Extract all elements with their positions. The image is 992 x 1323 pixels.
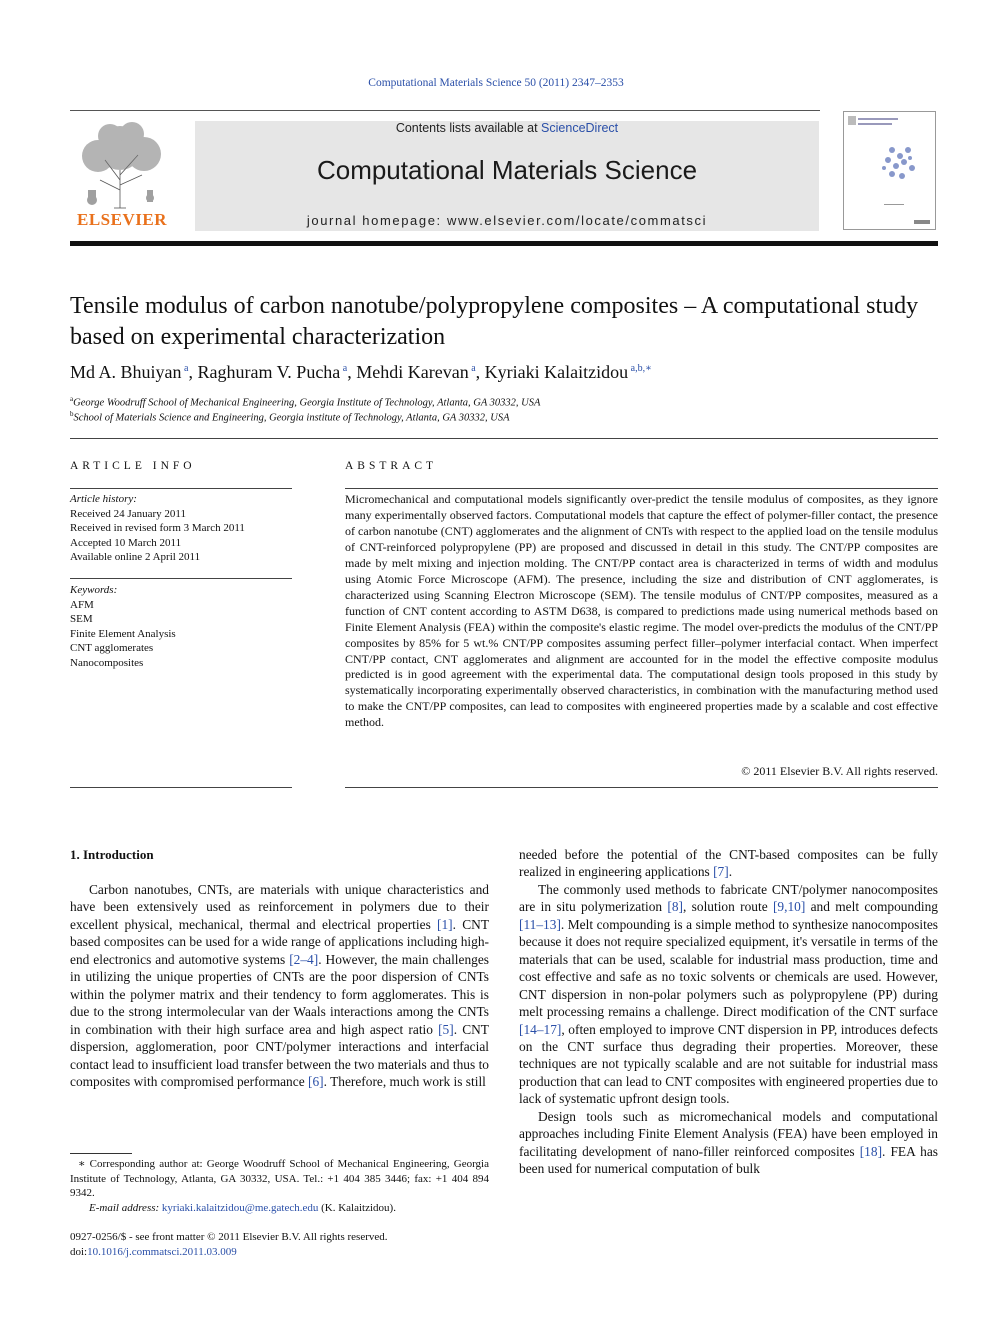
- author-affiliation-mark[interactable]: a: [184, 363, 189, 374]
- header-thick-rule: [70, 241, 938, 246]
- history-item: Received 24 January 2011: [70, 507, 186, 520]
- history-label: Article history:: [70, 493, 137, 505]
- body-column-right: [519, 846, 938, 1178]
- email-line: E-mail address: kyriaki.kalaitzidou@me.gatech.edu (K. Kalaitzidou).: [89, 1201, 396, 1214]
- contents-prefix: Contents lists available at: [395, 121, 542, 135]
- tree-icon: [70, 120, 174, 210]
- keyword: CNT agglomerates: [70, 642, 154, 654]
- citation-link[interactable]: [8]: [667, 899, 684, 915]
- article-info-rule: [70, 578, 292, 579]
- doi-link[interactable]: 10.1016/j.commatsci.2011.03.009: [87, 1245, 237, 1258]
- abstract-text: Micromechanical and computational models significantly over-predict the tensile modulus of composites, as they ignore many experimentally observed factors. Computational models that capture the effect of polymer-filler contact, the presence of carbon nanotube (CNT) agglomerates and the alignment of CNTs with respect to the applied load on the tensile modulus of CNT-reinforced polypropylene (PP) are proposed and discussed in detail in this study. The CNT/PP composites are made by melt mixing and injection molding. The CNT/PP contact area is characterized in terms of width and modulus using Atomic Force Microscope (AFM). The presence, including the size and distribution of CNT agglomerates, is characterized using Scanning Electron Microscope (SEM). The tensile modulus of CNT/PP composites, measured as a function of CNT content according to ASTM D638, is compared to predictions made using numerical methods based on Finite Element Analysis (FEA) within the composite's elastic regime. The model over-predicts the modulus of the CNT/PP composites by 85% for 5 wt.% CNT/PP composites assuming perfect filler–polymer interfacial contact. When imperfect CNT/PP contact, CNT agglomerates and alignment are accounted for in the model the effective composite modulus predicted is in good agreement with the experimental data. The computational design tools proposed in this study by systematically incorporating experimentally observed characteristics, in combination with the manufacturing method used to make the CNT/PP composites, can lead to composites with engineered properties made by a scalable and cost effective method.: [345, 492, 938, 730]
- keywords: [70, 583, 292, 670]
- citation-link[interactable]: [14–17]: [519, 1021, 562, 1037]
- citation-link[interactable]: [18]: [859, 1143, 883, 1159]
- issn-line: 0927-0256/$ - see front matter © 2011 Elsevier B.V. All rights reserved.: [70, 1231, 388, 1243]
- paragraph: The commonly used methods to fabricate CNT/polymer nanocomposites are in situ polymerization [8], solution route [9,10] and melt compounding [11–13]. Melt compounding is a simple method to synthesize nanocomposites because it does not require specialized equipment, it's versatile in terms of the materials that can be used, scalable for industrial mass production, time and cost effective and safe as no toxic solvents or chemicals are used. However, CNT dispersion in non-polar polymers such as polypropylene (PP) during melt processing remains a challenge. Direct modification of the CNT surface [14–17], often employed to improve CNT dispersion in PP, introduces defects on the CNT surface thus degrading their properties. Moreover, these techniques are not typically scalable and are not suitable for industrial mass production that can lead to CNT composites with engineered properties due to lack of systematic upfront design tools.: [519, 881, 939, 1107]
- abstract-rule: [345, 787, 938, 788]
- abstract-heading: ABSTRACT: [345, 460, 438, 472]
- history-item: Accepted 10 March 2011: [70, 536, 182, 549]
- author-name[interactable]: Kyriaki Kalaitzidou: [484, 362, 629, 382]
- top-rule: [70, 110, 820, 111]
- affiliation-rule: [70, 438, 938, 439]
- keyword: Nanocomposites: [70, 656, 144, 669]
- keyword: AFM: [70, 598, 94, 611]
- citation-link[interactable]: [6]: [308, 1073, 324, 1089]
- body-column-left: [70, 881, 489, 1090]
- author-name[interactable]: Mehdi Karevan: [356, 362, 469, 382]
- article-info-rule: [70, 488, 292, 489]
- keyword: SEM: [70, 613, 93, 625]
- article-info-heading: ARTICLE INFO: [70, 460, 196, 472]
- history-item: Available online 2 April 2011: [70, 551, 201, 563]
- citation-link[interactable]: [11–13]: [519, 916, 561, 932]
- paragraph: Design tools such as micromechanical models and computational approaches including Finite Element Analysis (FEA) have been employed in facilitating development of nano-filler reinforced composites [18]. FEA has been used for numerical computation of bulk: [519, 1108, 938, 1177]
- paragraph: Carbon nanotubes, CNTs, are materials with unique characteristics and have been extensively used as reinforcement in polymers due to their excellent physical, mechanical, thermal and electrical properties [1]. CNT based composites can be used for a wide range of applications including high-end electronics and automotive systems [2–4]. However, the main challenges in utilizing the unique properties of CNTs are the poor dispersion of CNTs within the polymer matrix and their tendency to form agglomerates. This is due to the strong intermolecular van der Waals interactions among the CNTs in combination with their high surface area and high aspect ratio [5]. CNT dispersion, agglomeration, poor CNT/polymer interactions and interfacial contact lead to insufficient load transfer between the two materials and thus to composites with compromised performance [6]. Therefore, much work is still: [70, 882, 489, 1089]
- citation-link[interactable]: [7]: [713, 864, 729, 880]
- citation-link[interactable]: [5]: [438, 1021, 454, 1037]
- author-affiliation-mark[interactable]: a: [342, 363, 348, 374]
- citation-link[interactable]: [2–4]: [289, 951, 319, 967]
- citation-link[interactable]: [1]: [437, 916, 453, 932]
- journal-title: Computational Materials Science: [316, 155, 698, 185]
- contents-line: [195, 121, 819, 135]
- footnote-rule: [70, 1153, 132, 1154]
- author-affiliation-mark[interactable]: a,b,∗: [630, 363, 652, 374]
- elsevier-wordmark: ELSEVIER: [77, 210, 167, 229]
- article-info-rule: [70, 787, 292, 788]
- abstract-copyright: © 2011 Elsevier B.V. All rights reserved.: [741, 764, 938, 778]
- history-item: Received in revised form 3 March 2011: [70, 522, 245, 534]
- article-title: Tensile modulus of carbon nanotube/polypropylene composites – A computational study based on experimental characterization: [70, 293, 919, 350]
- journal-citation[interactable]: Computational Materials Science 50 (2011) 2347–2353: [368, 77, 624, 89]
- citation-link[interactable]: [9,10]: [772, 899, 806, 915]
- journal-cover-thumbnail: [843, 111, 936, 230]
- journal-homepage[interactable]: journal homepage: www.elsevier.com/locate/commatsci: [306, 213, 708, 228]
- author-name[interactable]: Md A. Bhuiyan: [70, 362, 182, 382]
- doi-line: doi:10.1016/j.commatsci.2011.03.009: [70, 1245, 237, 1258]
- corresponding-author-footnote: [70, 1157, 489, 1215]
- keyword: Finite Element Analysis: [70, 627, 176, 640]
- author-name[interactable]: Raghuram V. Pucha: [197, 362, 341, 382]
- imprint: [70, 1230, 388, 1259]
- keywords-label: Keywords:: [70, 584, 118, 596]
- article-history: [70, 492, 292, 565]
- abstract-rule: [345, 488, 938, 489]
- sciencedirect-link[interactable]: ScienceDirect: [541, 121, 619, 135]
- cover-art-icon: [844, 112, 935, 229]
- section-heading-introduction: 1. Introduction: [70, 847, 154, 862]
- author-affiliation-mark[interactable]: a: [471, 363, 476, 374]
- paragraph: needed before the potential of the CNT-based composites can be fully realized in engineering applications [7].: [519, 847, 938, 880]
- email-link[interactable]: kyriaki.kalaitzidou@me.gatech.edu: [161, 1201, 319, 1214]
- affiliation-b: $^b$School of Materials Science and Engineering, Georgia institute of Technology, Atlanta, GA 30332, USA: [70, 410, 510, 424]
- affiliation-a: $^a$George Woodruff School of Mechanical Engineering, Georgia Institute of Technology, Atlanta, GA 30332, USA: [70, 395, 541, 409]
- corresponding-author-note: ∗ Corresponding author at: George Woodruff School of Mechanical Engineering, Georgia Institute of Technology, Atlanta, GA 30332, USA. Tel.: +1 404 385 3446; fax: +1 404 894 9342.: [70, 1158, 489, 1199]
- author-list: Md A. Bhuiyan $^a$, Raghuram V. Pucha $^a$, Mehdi Karevan $^a$, Kyriaki Kalaitzidou $^{a,b,∗}$: [70, 362, 652, 382]
